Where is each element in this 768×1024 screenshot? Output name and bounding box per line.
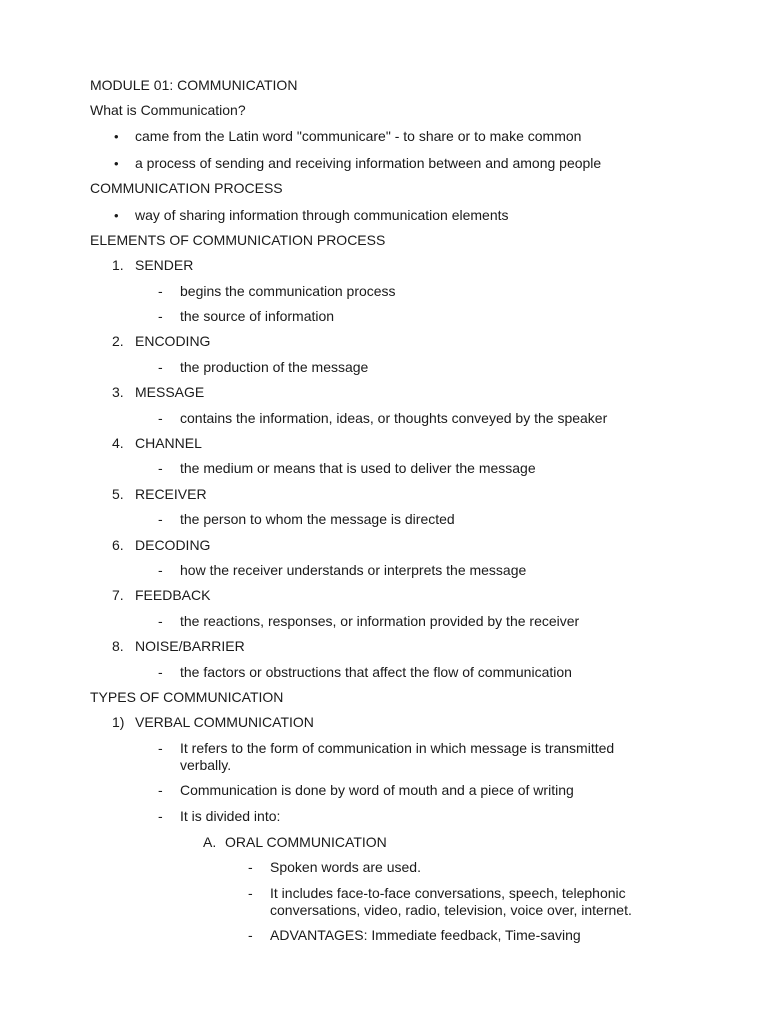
dash-marker: -: [158, 613, 163, 629]
list-number: 3.: [112, 384, 124, 400]
list-number: 8.: [112, 638, 124, 654]
element-title-message: MESSAGE: [135, 384, 205, 400]
list-item: the medium or means that is used to deliver the message: [180, 460, 536, 476]
list-item: Communication is done by word of mouth and a piece of writing: [180, 782, 574, 798]
element-title-noise-barrier: NOISE/BARRIER: [135, 638, 245, 654]
list-number: 5.: [112, 486, 124, 502]
bullet-icon: •: [114, 129, 119, 144]
list-number: 6.: [112, 537, 124, 553]
list-number: 7.: [112, 587, 124, 603]
section-heading-what-is: What is Communication?: [90, 102, 246, 118]
list-item: ADVANTAGES: Immediate feedback, Time-saving: [270, 927, 581, 943]
section-heading-elements: ELEMENTS OF COMMUNICATION PROCESS: [90, 232, 386, 248]
bullet-text: way of sharing information through communication elements: [135, 207, 509, 223]
list-item: the reactions, responses, or information provided by the receiver: [180, 613, 580, 629]
dash-marker: -: [158, 283, 163, 299]
dash-marker: -: [158, 410, 163, 426]
module-title: MODULE 01: COMMUNICATION: [90, 77, 298, 93]
dash-marker: -: [158, 782, 163, 798]
list-item: It is divided into:: [180, 808, 281, 824]
dash-marker: -: [248, 859, 253, 875]
subtype-title-oral: ORAL COMMUNICATION: [225, 834, 387, 850]
list-item: the person to whom the message is directed: [180, 511, 455, 527]
list-item: how the receiver understands or interprets the message: [180, 562, 527, 578]
bullet-icon: •: [114, 156, 119, 171]
list-item: the source of information: [180, 308, 335, 324]
type-title-verbal: VERBAL COMMUNICATION: [135, 714, 314, 730]
list-number: 1.: [112, 257, 124, 273]
list-item: begins the communication process: [180, 283, 396, 299]
dash-marker: -: [158, 562, 163, 578]
list-item: Spoken words are used.: [270, 859, 421, 875]
section-heading-types: TYPES OF COMMUNICATION: [90, 689, 284, 705]
list-number: 4.: [112, 435, 124, 451]
list-number: 1): [112, 714, 125, 730]
bullet-icon: •: [114, 208, 119, 223]
dash-marker: -: [158, 808, 163, 824]
list-item: contains the information, ideas, or thoughts conveyed by the speaker: [180, 410, 608, 426]
dash-marker: -: [158, 460, 163, 476]
list-item: the production of the message: [180, 359, 369, 375]
dash-marker: -: [158, 664, 163, 680]
dash-marker: -: [248, 927, 253, 943]
list-item: It refers to the form of communication in which message is transmitted verbally.: [180, 740, 615, 773]
list-number: 2.: [112, 333, 124, 349]
dash-marker: -: [158, 359, 163, 375]
dash-marker: -: [158, 511, 163, 527]
dash-marker: -: [158, 740, 163, 756]
dash-marker: -: [158, 308, 163, 324]
list-letter: A.: [203, 834, 217, 850]
dash-marker: -: [248, 885, 253, 901]
element-title-feedback: FEEDBACK: [135, 587, 211, 603]
element-title-receiver: RECEIVER: [135, 486, 207, 502]
element-title-encoding: ENCODING: [135, 333, 211, 349]
element-title-sender: SENDER: [135, 257, 194, 273]
element-title-decoding: DECODING: [135, 537, 211, 553]
list-item: It includes face-to-face conversations, speech, telephonic conversations, video, radio, television, voice over, internet.: [270, 885, 632, 918]
element-title-channel: CHANNEL: [135, 435, 202, 451]
section-heading-process: COMMUNICATION PROCESS: [90, 180, 283, 196]
bullet-text: came from the Latin word "communicare" - to share or to make common: [135, 128, 582, 144]
list-item: the factors or obstructions that affect the flow of communication: [180, 664, 572, 680]
bullet-text: a process of sending and receiving information between and among people: [135, 155, 602, 171]
